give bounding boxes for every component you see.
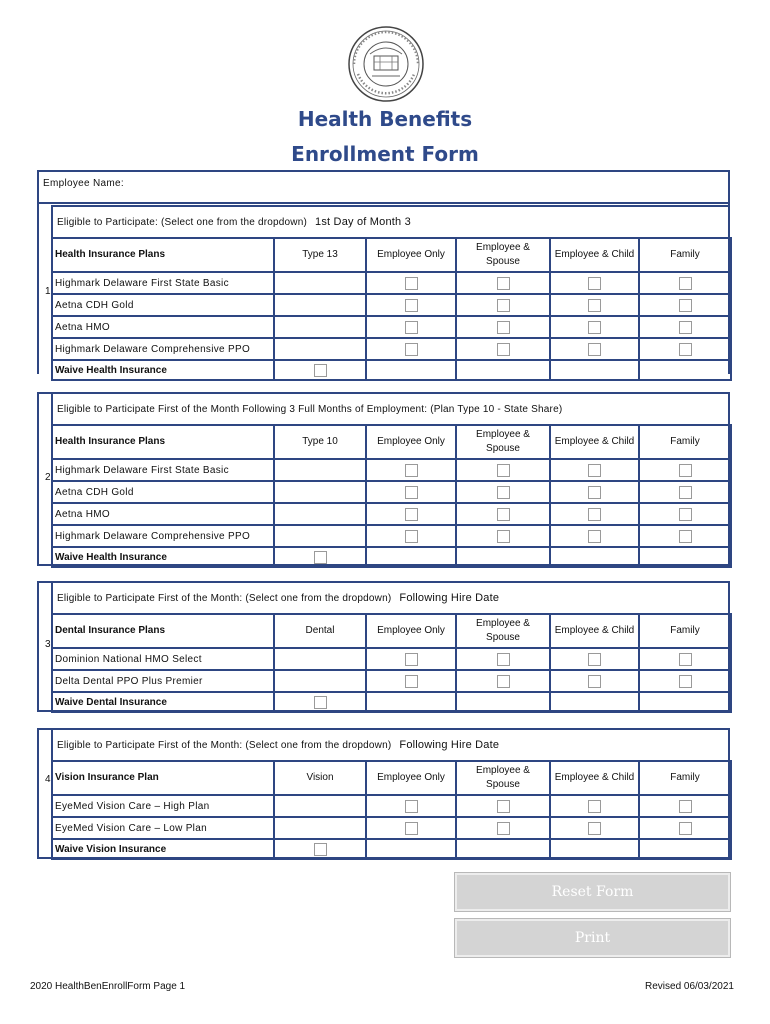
- column-header: Employee & Child: [550, 425, 639, 459]
- section-2-health: [37, 392, 730, 566]
- table-row: [52, 294, 731, 316]
- employee-child-checkbox[interactable]: [588, 653, 601, 666]
- eligibility-selected-value: Following Hire Date: [399, 592, 500, 604]
- employee-child-checkbox[interactable]: [588, 800, 601, 813]
- family-checkbox[interactable]: [679, 675, 692, 688]
- form-title-line2: Enrollment Form: [291, 142, 479, 166]
- column-header: Family: [639, 238, 731, 272]
- column-header: Employee & Spouse: [456, 238, 550, 272]
- section-number: 1: [45, 286, 51, 297]
- section-1-health: [37, 204, 730, 374]
- table-header-row: [52, 238, 731, 272]
- waive-label: Waive Vision Insurance: [52, 839, 274, 859]
- plan-name: Aetna HMO: [52, 503, 274, 525]
- table-row: [52, 670, 731, 692]
- employee-only-checkbox[interactable]: [405, 508, 418, 521]
- employee-child-checkbox[interactable]: [588, 321, 601, 334]
- section-4-vision: [37, 728, 730, 859]
- employee-spouse-checkbox[interactable]: [497, 464, 510, 477]
- type-cell: [274, 481, 366, 503]
- column-header: Family: [639, 761, 731, 795]
- employee-only-checkbox[interactable]: [405, 675, 418, 688]
- employee-spouse-checkbox[interactable]: [497, 675, 510, 688]
- type-cell: [274, 648, 366, 670]
- waive-row: [52, 360, 731, 380]
- employee-child-checkbox[interactable]: [588, 343, 601, 356]
- column-header: Employee & Child: [550, 614, 639, 648]
- eligibility-dropdown[interactable]: [51, 205, 730, 239]
- column-header: Employee & Child: [550, 238, 639, 272]
- employee-child-checkbox[interactable]: [588, 486, 601, 499]
- employee-spouse-checkbox[interactable]: [497, 822, 510, 835]
- family-checkbox[interactable]: [679, 508, 692, 521]
- employee-spouse-checkbox[interactable]: [497, 486, 510, 499]
- column-header: Health Insurance Plans: [52, 425, 274, 459]
- plan-name: Aetna CDH Gold: [52, 481, 274, 503]
- type-cell: [274, 503, 366, 525]
- type-cell: [274, 459, 366, 481]
- employee-name-label: Employee Name:: [43, 178, 124, 189]
- column-header: Family: [639, 614, 731, 648]
- waive-checkbox[interactable]: [314, 551, 327, 564]
- column-header: Family: [639, 425, 731, 459]
- waive-checkbox[interactable]: [314, 364, 327, 377]
- table-row: [52, 503, 731, 525]
- table-header-row: [52, 614, 731, 648]
- family-checkbox[interactable]: [679, 299, 692, 312]
- reset-form-button[interactable]: Reset Form: [455, 873, 730, 911]
- plan-name: EyeMed Vision Care – Low Plan: [52, 817, 274, 839]
- waive-checkbox[interactable]: [314, 843, 327, 856]
- employee-only-checkbox[interactable]: [405, 822, 418, 835]
- table-row: [52, 338, 731, 360]
- family-checkbox[interactable]: [679, 343, 692, 356]
- waive-row: [52, 692, 731, 712]
- column-header: Employee & Spouse: [456, 614, 550, 648]
- waive-label: Waive Health Insurance: [52, 547, 274, 567]
- table-header-row: [52, 425, 731, 459]
- footer-page-label: 2020 HealthBenEnrollForm Page 1: [30, 981, 186, 992]
- column-header: Employee Only: [366, 761, 456, 795]
- employee-only-checkbox[interactable]: [405, 277, 418, 290]
- employee-only-checkbox[interactable]: [405, 653, 418, 666]
- employee-spouse-checkbox[interactable]: [497, 530, 510, 543]
- employee-child-checkbox[interactable]: [588, 508, 601, 521]
- type-cell: [274, 316, 366, 338]
- employee-only-checkbox[interactable]: [405, 321, 418, 334]
- family-checkbox[interactable]: [679, 486, 692, 499]
- column-header: Employee & Spouse: [456, 761, 550, 795]
- section-number: 3: [45, 639, 51, 650]
- eligibility-selected-value: 1st Day of Month 3: [315, 216, 411, 228]
- column-header: Vision Insurance Plan: [52, 761, 274, 795]
- eligibility-dropdown[interactable]: [51, 581, 730, 615]
- table-row: [52, 481, 731, 503]
- employee-spouse-checkbox[interactable]: [497, 299, 510, 312]
- plan-name: Aetna CDH Gold: [52, 294, 274, 316]
- column-header: Employee & Child: [550, 761, 639, 795]
- plan-table: [51, 237, 732, 381]
- plan-table: [51, 760, 732, 860]
- employee-child-checkbox[interactable]: [588, 675, 601, 688]
- print-button[interactable]: Print: [455, 919, 730, 957]
- waive-row: [52, 839, 731, 859]
- footer-revised-date: Revised 06/03/2021: [645, 981, 734, 992]
- type-cell: [274, 294, 366, 316]
- eligibility-label: Eligible to Participate First of the Month Following 3 Full Months of Employment: (Plan Type 10 - State Share): [57, 403, 563, 415]
- family-checkbox[interactable]: [679, 321, 692, 334]
- employee-spouse-checkbox[interactable]: [497, 343, 510, 356]
- table-row: [52, 795, 731, 817]
- state-seal-icon: [346, 24, 426, 104]
- plan-table: [51, 424, 732, 568]
- employee-child-checkbox[interactable]: [588, 277, 601, 290]
- eligibility-selected-value: Following Hire Date: [399, 739, 500, 751]
- employee-spouse-checkbox[interactable]: [497, 653, 510, 666]
- plan-name: Highmark Delaware Comprehensive PPO: [52, 338, 274, 360]
- plan-table: [51, 613, 732, 713]
- column-header: Health Insurance Plans: [52, 238, 274, 272]
- column-header: Vision: [274, 761, 366, 795]
- employee-only-checkbox[interactable]: [405, 800, 418, 813]
- employee-child-checkbox[interactable]: [588, 464, 601, 477]
- plan-name: Aetna HMO: [52, 316, 274, 338]
- type-cell: [274, 525, 366, 547]
- type-cell: [274, 817, 366, 839]
- table-row: [52, 272, 731, 294]
- table-row: [52, 817, 731, 839]
- employee-spouse-checkbox[interactable]: [497, 508, 510, 521]
- form-title-line1: Health Benefits: [297, 107, 473, 131]
- eligibility-label: Eligible to Participate First of the Month: (Select one from the dropdown): [57, 739, 392, 751]
- eligibility-dropdown[interactable]: [51, 728, 730, 762]
- employee-child-checkbox[interactable]: [588, 299, 601, 312]
- table-row: [52, 648, 731, 670]
- type-cell: [274, 795, 366, 817]
- plan-name: EyeMed Vision Care – High Plan: [52, 795, 274, 817]
- section-number: 2: [45, 472, 51, 483]
- type-cell: [274, 272, 366, 294]
- plan-name: Highmark Delaware First State Basic: [52, 272, 274, 294]
- type-cell: [274, 338, 366, 360]
- section-3-dental: [37, 581, 730, 712]
- waive-row: [52, 547, 731, 567]
- table-header-row: [52, 761, 731, 795]
- section-number: 4: [45, 774, 51, 785]
- family-checkbox[interactable]: [679, 800, 692, 813]
- column-header: Employee Only: [366, 425, 456, 459]
- waive-label: Waive Health Insurance: [52, 360, 274, 380]
- family-checkbox[interactable]: [679, 530, 692, 543]
- column-header: Dental Insurance Plans: [52, 614, 274, 648]
- table-row: [52, 316, 731, 338]
- column-header: Type 13: [274, 238, 366, 272]
- employee-only-checkbox[interactable]: [405, 299, 418, 312]
- column-header: Type 10: [274, 425, 366, 459]
- employee-spouse-checkbox[interactable]: [497, 277, 510, 290]
- employee-child-checkbox[interactable]: [588, 822, 601, 835]
- eligibility-label: Eligible to Participate: (Select one from the dropdown): [57, 216, 308, 228]
- employee-only-checkbox[interactable]: [405, 486, 418, 499]
- employee-child-checkbox[interactable]: [588, 530, 601, 543]
- column-header: Employee & Spouse: [456, 425, 550, 459]
- employee-only-checkbox[interactable]: [405, 464, 418, 477]
- plan-name: Delta Dental PPO Plus Premier: [52, 670, 274, 692]
- column-header: Dental: [274, 614, 366, 648]
- employee-only-checkbox[interactable]: [405, 343, 418, 356]
- eligibility-label-box: [51, 392, 730, 426]
- waive-checkbox[interactable]: [314, 696, 327, 709]
- employee-only-checkbox[interactable]: [405, 530, 418, 543]
- family-checkbox[interactable]: [679, 653, 692, 666]
- employee-name-field[interactable]: [37, 170, 730, 204]
- employee-spouse-checkbox[interactable]: [497, 321, 510, 334]
- plan-name: Highmark Delaware First State Basic: [52, 459, 274, 481]
- family-checkbox[interactable]: [679, 277, 692, 290]
- family-checkbox[interactable]: [679, 464, 692, 477]
- plan-name: Highmark Delaware Comprehensive PPO: [52, 525, 274, 547]
- employee-spouse-checkbox[interactable]: [497, 800, 510, 813]
- column-header: Employee Only: [366, 238, 456, 272]
- plan-name: Dominion National HMO Select: [52, 648, 274, 670]
- type-cell: [274, 670, 366, 692]
- family-checkbox[interactable]: [679, 822, 692, 835]
- column-header: Employee Only: [366, 614, 456, 648]
- table-row: [52, 525, 731, 547]
- eligibility-label: Eligible to Participate First of the Month: (Select one from the dropdown): [57, 592, 392, 604]
- waive-label: Waive Dental Insurance: [52, 692, 274, 712]
- table-row: [52, 459, 731, 481]
